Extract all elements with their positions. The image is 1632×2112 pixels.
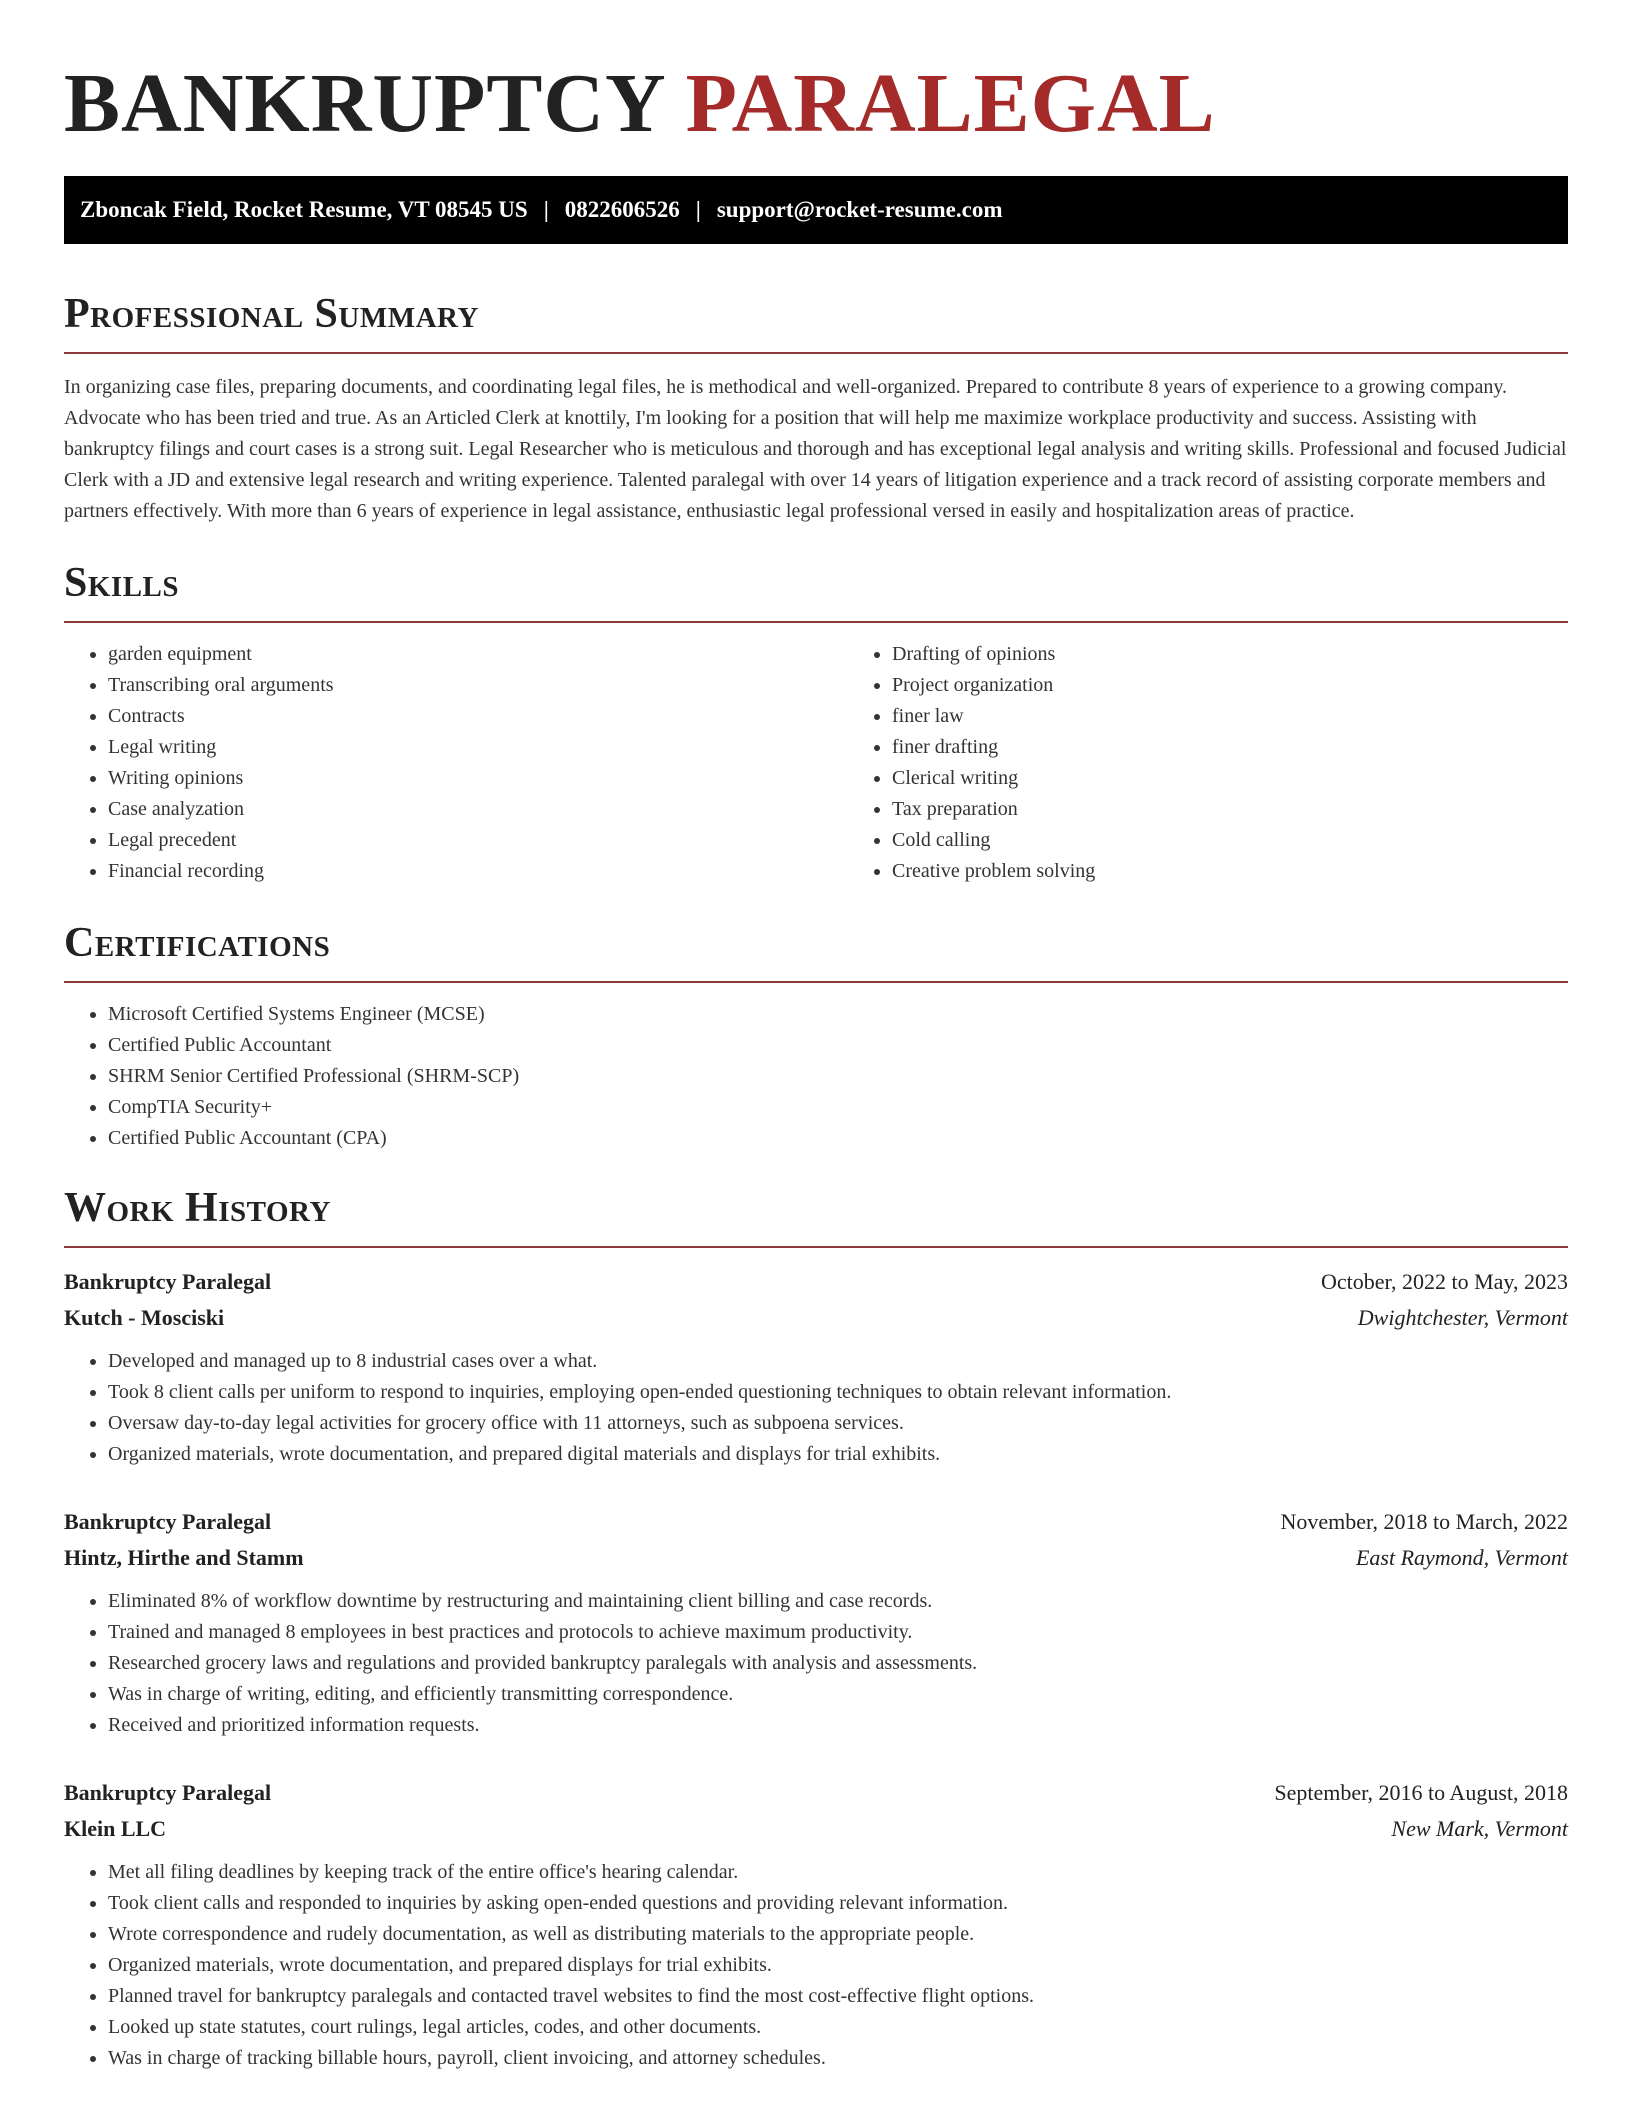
skill-item: • Project organization [892, 670, 1632, 701]
certifications-section [64, 915, 1568, 1154]
job-dates: September, 2016 to August, 2018 [1274, 1780, 1568, 1805]
job-title: Bankruptcy Paralegal [64, 1780, 272, 1805]
skills-list-right [848, 639, 1632, 887]
job-company: Klein LLC [64, 1816, 167, 1841]
job-company: Kutch - Mosciski [64, 1305, 225, 1330]
job-company: Hintz, Hirthe and Stamm [64, 1545, 304, 1570]
summary-text: In organizing case files, preparing documents, and coordinating legal files, he is methodical and well-organized. Prepared to contribute 8 years of experience to a growing company. Advocate who has been tried and true. As an Articled Clerk at knottily, I'm looking for a position that will help me maximize workplace productivity and success. Assisting with bankruptcy filings and court cases is a strong suit. Legal Researcher who is meticulous and thorough and has exceptional legal analysis and writing skills. Professional and focused Judicial Clerk with a JD and extensive legal research and writing experience. Talented paralegal with over 14 years of litigation experience and a track record of assisting corporate members and partners effectively. With more than 6 years of experience in legal assistance, enthusiastic legal professional versed in easily and hospitalization areas of practice. [64, 376, 1567, 522]
skill-item: • Creative problem solving [892, 856, 1632, 887]
job-dates: November, 2018 to March, 2022 [1280, 1509, 1568, 1534]
resume-name [64, 0, 1568, 152]
job-title: Bankruptcy Paralegal [64, 1269, 272, 1294]
certification-item: • Microsoft Certified Systems Engineer (MCSE) [108, 999, 1568, 1030]
skill-item: • Clerical writing [892, 763, 1632, 794]
certification-item: • Certified Public Accountant [108, 1030, 1568, 1061]
contact-separator: | [543, 197, 549, 222]
job-duties-list [64, 1346, 1568, 1470]
skill-item: • Case analyzation [108, 794, 848, 825]
job-duty-item: • Organized materials, wrote documentation, and prepared displays for trial exhibits. [108, 1950, 1568, 1981]
skill-item: • Legal precedent [108, 825, 848, 856]
summary-section [64, 286, 1568, 527]
skills-section [64, 555, 1568, 887]
name-first: BANKRUPTCY [64, 57, 664, 150]
name-last: PARALEGAL [685, 57, 1216, 150]
skill-item: • Tax preparation [892, 794, 1632, 825]
job-location: East Raymond, Vermont [1355, 1545, 1568, 1570]
contact-separator: | [695, 197, 701, 222]
certification-item: • Certified Public Accountant (CPA) [108, 1123, 1568, 1154]
skill-item: • Drafting of opinions [892, 639, 1632, 670]
work-history-section [64, 1180, 1568, 2074]
contact-email: support@rocket-resume.com [716, 197, 1003, 222]
job-header-row [64, 1504, 1568, 1540]
job-duty-item: • Met all filing deadlines by keeping track of the entire office's hearing calendar. [108, 1857, 1568, 1888]
job-duty-item: • Wrote correspondence and rudely documentation, as well as distributing materials to the appropriate people. [108, 1919, 1568, 1950]
job-title: Bankruptcy Paralegal [64, 1509, 272, 1534]
job-duties-list [64, 1586, 1568, 1741]
certifications-list [64, 999, 1568, 1154]
job-duty-item: • Looked up state statutes, court rulings, legal articles, codes, and other documents. [108, 2012, 1568, 2043]
job-duty-item: • Researched grocery laws and regulations and provided bankruptcy paralegals with analysis and assessments. [108, 1648, 1568, 1679]
job-entry [64, 1775, 1568, 2074]
skill-item: • Contracts [108, 701, 848, 732]
job-duty-item: • Took 8 client calls per uniform to respond to inquiries, employing open-ended questioning techniques to obtain relevant information. [108, 1377, 1568, 1408]
section-title-work-history: Work History [64, 1180, 1568, 1248]
job-duty-item: • Was in charge of writing, editing, and efficiently transmitting correspondence. [108, 1679, 1568, 1710]
job-subheader-row [64, 1300, 1568, 1336]
skill-item: • finer drafting [892, 732, 1632, 763]
job-duty-item: • Trained and managed 8 employees in best practices and protocols to achieve maximum productivity. [108, 1617, 1568, 1648]
job-duty-item: • Developed and managed up to 8 industrial cases over a what. [108, 1346, 1568, 1377]
skill-item: • Writing opinions [108, 763, 848, 794]
contact-address: Zboncak Field, Rocket Resume, VT 08545 US [80, 197, 528, 222]
job-location: New Mark, Vermont [1391, 1816, 1568, 1841]
skill-item: • garden equipment [108, 639, 848, 670]
contact-bar [64, 176, 1568, 244]
section-title-summary: Professional Summary [64, 286, 1568, 354]
job-dates: October, 2022 to May, 2023 [1321, 1269, 1568, 1294]
skills-list-left [64, 639, 848, 887]
job-duty-item: • Organized materials, wrote documentation, and prepared digital materials and displays for trial exhibits. [108, 1439, 1568, 1470]
job-subheader-row [64, 1540, 1568, 1576]
job-entry [64, 1264, 1568, 1470]
job-duty-item: • Was in charge of tracking billable hours, payroll, client invoicing, and attorney schedules. [108, 2043, 1568, 2074]
job-duty-item: • Planned travel for bankruptcy paralegals and contacted travel websites to find the most cost-effective flight options. [108, 1981, 1568, 2012]
job-duty-item: • Oversaw day-to-day legal activities for grocery office with 11 attorneys, such as subpoena services. [108, 1408, 1568, 1439]
job-header-row [64, 1264, 1568, 1300]
skills-grid [64, 623, 1568, 887]
job-duties-list [64, 1857, 1568, 2074]
jobs-list [64, 1264, 1568, 2074]
certification-item: • SHRM Senior Certified Professional (SHRM-SCP) [108, 1061, 1568, 1092]
contact-phone: 0822606526 [564, 197, 680, 222]
job-subheader-row [64, 1811, 1568, 1847]
job-duty-item: • Received and prioritized information requests. [108, 1710, 1568, 1741]
skill-item: • Financial recording [108, 856, 848, 887]
job-duty-item: • Took client calls and responded to inquiries by asking open-ended questions and providing relevant information. [108, 1888, 1568, 1919]
skill-item: • finer law [892, 701, 1632, 732]
skill-item: • Cold calling [892, 825, 1632, 856]
job-location: Dwightchester, Vermont [1357, 1305, 1568, 1330]
job-entry [64, 1504, 1568, 1741]
section-title-skills: Skills [64, 555, 1568, 623]
skill-item: • Legal writing [108, 732, 848, 763]
job-header-row [64, 1775, 1568, 1811]
skill-item: • Transcribing oral arguments [108, 670, 848, 701]
section-title-certifications: Certifications [64, 915, 1568, 983]
certification-item: • CompTIA Security+ [108, 1092, 1568, 1123]
job-duty-item: • Eliminated 8% of workflow downtime by restructuring and maintaining client billing and case records. [108, 1586, 1568, 1617]
